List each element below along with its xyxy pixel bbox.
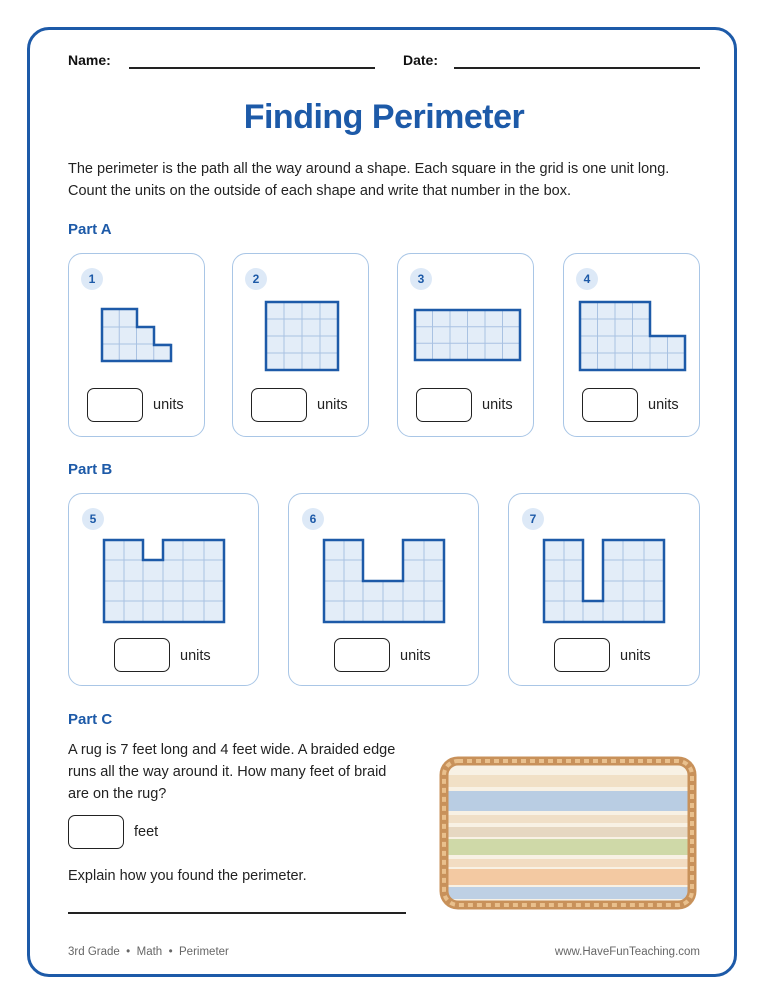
explain-prompt: Explain how you found the perimeter.: [68, 868, 307, 884]
answer-box-5[interactable]: [114, 638, 170, 672]
problem-number-badge: 1: [81, 268, 103, 290]
shape-2-grid: [264, 300, 341, 372]
shape-7-grid: [542, 538, 667, 625]
footer-grade: 3rd Grade: [68, 946, 120, 958]
explain-answer-line[interactable]: [68, 912, 406, 914]
problem-number-badge: 4: [576, 268, 598, 290]
footer-subject: Math: [136, 946, 163, 958]
problem-card-3: [397, 253, 534, 437]
footer-topic: Perimeter: [179, 946, 229, 958]
problem-card-1: [68, 253, 205, 437]
page-title: Finding Perimeter: [243, 98, 525, 136]
answer-box-rug[interactable]: [68, 815, 124, 849]
shape-5-grid: [102, 538, 227, 625]
shape-1-grid: [100, 307, 175, 363]
part-a-label: Part A: [68, 221, 112, 238]
date-line[interactable]: [454, 67, 700, 69]
problem-card-6: [288, 493, 479, 686]
name-label: Name:: [68, 52, 111, 68]
unit-label: units: [400, 648, 431, 664]
answer-box-7[interactable]: [554, 638, 610, 672]
problem-number-badge: 2: [245, 268, 267, 290]
name-line[interactable]: [129, 67, 375, 69]
unit-label: units: [648, 397, 679, 413]
bullet-icon: •: [165, 946, 176, 958]
part-c-label: Part C: [68, 711, 113, 728]
problem-number-badge: 6: [302, 508, 324, 530]
problem-number-badge: 5: [82, 508, 104, 530]
unit-label: units: [620, 648, 651, 664]
feet-label: feet: [134, 824, 159, 840]
problem-number-badge: 3: [410, 268, 432, 290]
shape-3-grid: [413, 308, 523, 362]
answer-box-3[interactable]: [416, 388, 472, 422]
footer-meta: [68, 946, 229, 958]
rug-question: A rug is 7 feet long and 4 feet wide. A braided edge runs all the way around it. How many feet of braid are on the rug?: [68, 742, 396, 802]
problem-card-7: [508, 493, 700, 686]
footer-site[interactable]: www.HaveFunTeaching.com: [554, 946, 700, 958]
intro-text: The perimeter is the path all the way around a shape. Each square in the grid is one unit long. Count the units on the outside of each shape and write that number in the box.: [68, 161, 670, 199]
shape-6-grid: [322, 538, 447, 625]
unit-label: units: [482, 397, 513, 413]
problem-card-2: [232, 253, 369, 437]
unit-label: units: [153, 397, 184, 413]
date-label: Date:: [403, 52, 439, 68]
answer-box-6[interactable]: [334, 638, 390, 672]
bullet-icon: •: [122, 946, 134, 958]
striped-rug-image: [436, 753, 700, 913]
unit-label: units: [317, 397, 348, 413]
answer-box-2[interactable]: [251, 388, 307, 422]
problem-card-4: [563, 253, 700, 437]
answer-box-1[interactable]: [87, 388, 143, 422]
answer-box-4[interactable]: [582, 388, 638, 422]
unit-label: units: [180, 648, 211, 664]
problem-number-badge: 7: [522, 508, 544, 530]
problem-card-5: [68, 493, 259, 686]
shape-4-grid: [578, 300, 689, 372]
part-b-label: Part B: [68, 461, 113, 478]
